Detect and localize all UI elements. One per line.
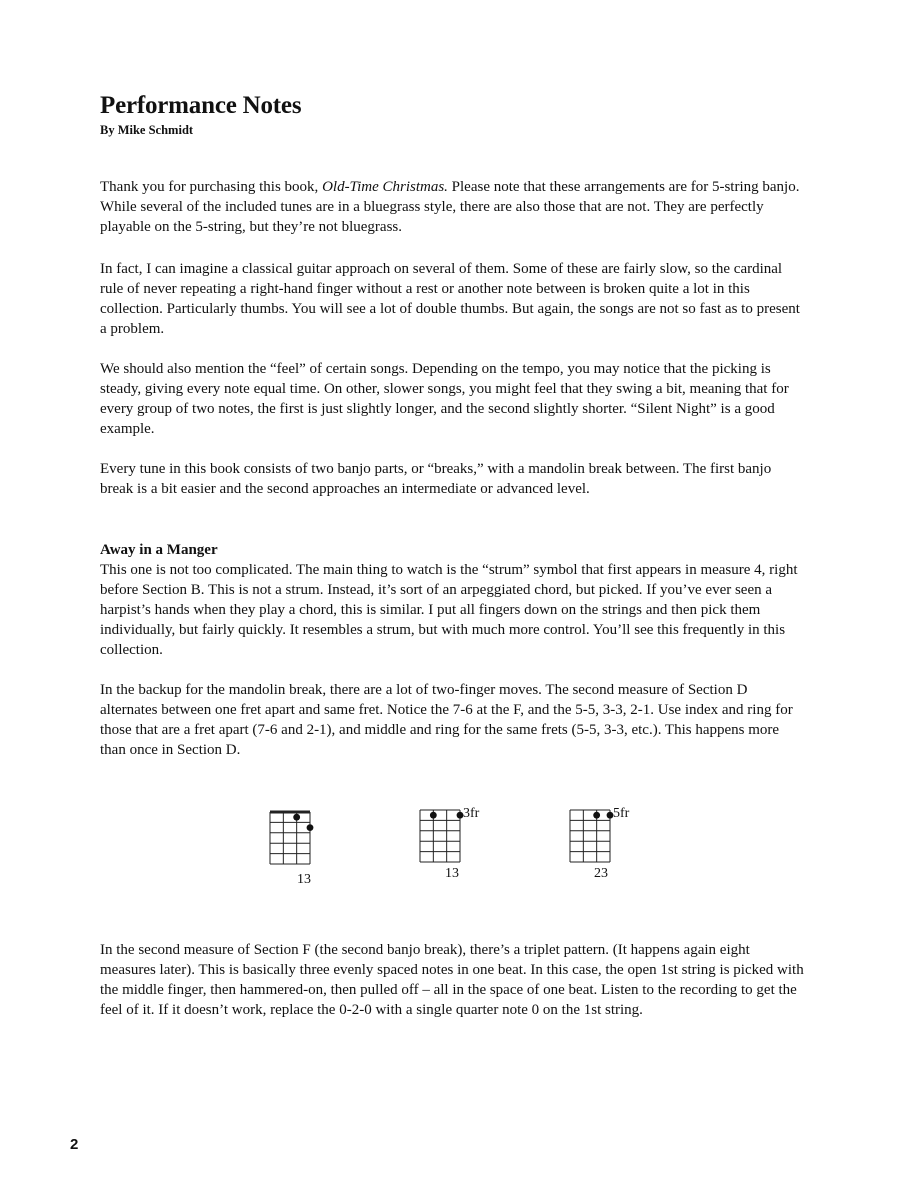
book-title: Old-Time Christmas. <box>322 179 448 195</box>
away-in-a-manger-text-1: This one is not too complicated. The main thing to watch is the “strum” symbol that first appears in measure 4, right before Section B. This is not a strum. Instead, it’s sort of an arpeggiated chord, but picked. If you’ve ever seen a harpist’s hands when they play a chord, this is similar. I put all fingers down on the strings and then pick them individually, but fairly quickly. It resembles a strum, but with much more control. You’ll see this frequently in this collection. <box>100 562 798 658</box>
page-number: 2 <box>70 1136 79 1153</box>
chord-finger-dot <box>593 812 600 819</box>
chord-diagram-2-fingering: 13 <box>445 866 459 881</box>
chord-diagram-3-fingering: 23 <box>594 866 608 881</box>
intro-paragraph-4: Every tune in this book consists of two banjo parts, or “breaks,” with a mandolin break between. The first banjo break is a bit easier and the second approaches an intermediate or advanced level. <box>100 461 772 497</box>
away-in-a-manger-paragraph-3: In the second measure of Section F (the second banjo break), there’s a triplet pattern. (It happens again eight measures later). This is basically three evenly spaced notes in one beat. In this case, the open 1st string is picked with the middle finger, then hammered-on, then pulled off – all in the space of one beat. Listen to the recording to get the feel of it. If it doesn’t work, replace the 0-2-0 with a single quarter note 0 on the 1st string. <box>100 942 804 1018</box>
chord-diagram-1 <box>268 808 328 868</box>
author-byline: By Mike Schmidt <box>100 123 194 137</box>
chord-diagram-1-fingering: 13 <box>297 872 311 887</box>
page-title: Performance Notes <box>100 92 302 119</box>
chord-finger-dot <box>430 812 437 819</box>
section-heading-away-in-a-manger: Away in a Manger <box>100 542 218 558</box>
chord-finger-dot <box>307 824 314 831</box>
chord-diagram-2-fret-label: 3fr <box>463 806 480 821</box>
away-in-a-manger-paragraph-1 <box>100 540 805 660</box>
chord-finger-dot <box>293 814 300 821</box>
intro-paragraph-3: We should also mention the “feel” of certain songs. Depending on the tempo, you may notice that the picking is steady, giving every note equal time. On other, slower songs, you might feel that they swing a bit, meaning that for every group of two notes, the first is just slightly longer, and the second slightly shorter. “Silent Night” is a good example. <box>100 361 789 437</box>
away-in-a-manger-paragraph-2: In the backup for the mandolin break, there are a lot of two-finger moves. The second measure of Section D alternates between one fret apart and same fret. Notice the 7-6 at the F, and the 5-5, 3-3, 2-1. Use index and ring for those that are a fret apart (7-6 and 2-1), and middle and ring for the same frets (5-5, 3-3, etc.). This happens more than once in Section D. <box>100 682 793 758</box>
intro-paragraph-1-start: Thank you for purchasing this book, <box>100 179 323 195</box>
chord-diagram-3-fret-label: 5fr <box>613 806 630 821</box>
chord-grid-1 <box>268 808 328 868</box>
intro-paragraph-1 <box>100 177 805 237</box>
intro-paragraph-1-end: Please note that these arrangements are for 5-string banjo. While several of the included tunes are in a bluegrass style, there are also those that are not. They are perfectly playable on the 5-string, but they’re not bluegrass. <box>100 179 800 235</box>
intro-paragraph-2: In fact, I can imagine a classical guitar approach on several of them. Some of these are fairly slow, so the cardinal rule of never repeating a right-hand finger without a rest or another note between is broken quite a lot in this collection. Particularly thumbs. You will see a lot of double thumbs. But again, the songs are not so fast as to present a problem. <box>100 261 800 337</box>
